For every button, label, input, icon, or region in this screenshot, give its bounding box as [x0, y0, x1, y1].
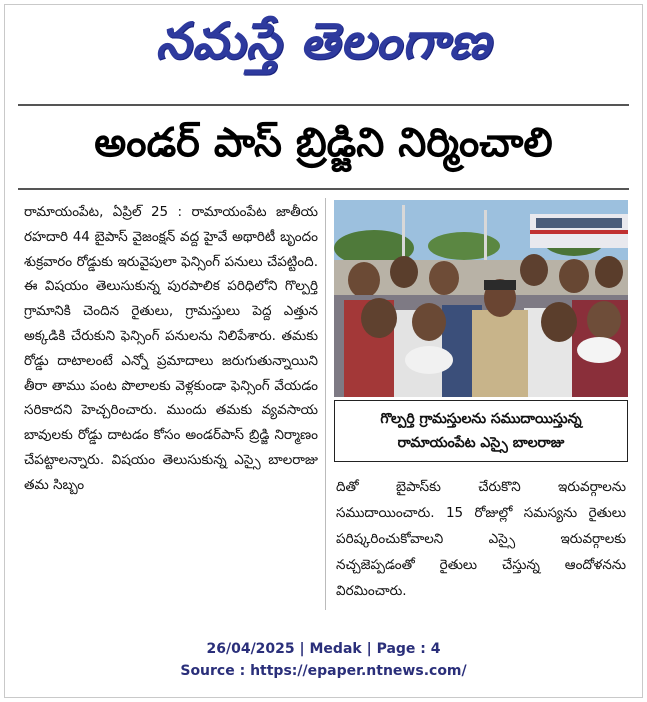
footer	[0, 638, 647, 682]
column-divider	[325, 198, 326, 610]
caption-line-2: రామాయంపేట ఎస్సై బాలరాజు	[397, 435, 565, 451]
caption-line-1: గొల్పర్తి గ్రామస్తులను సముదాయిస్తున్న	[380, 411, 582, 427]
article-headline: అండర్ పాస్ బ్రిడ్జిని నిర్మించాలి	[94, 120, 553, 166]
footer-meta: 26/04/2025 | Medak | Page : 4	[206, 641, 441, 657]
footer-source: Source : https://epaper.ntnews.com/	[180, 663, 467, 679]
headline-divider	[18, 188, 629, 190]
photo-caption	[334, 400, 628, 462]
news-photo	[334, 200, 628, 397]
top-divider	[18, 104, 629, 106]
article-body-left: రామాయంపేట, ఏప్రిల్ 25 : రామాయంపేట జాతీయ రహదారి 44 బైపాస్ వైజంక్షన్ వద్ద హైవే అథారిటీ బృందం శుక్రవారం రోడ్డుకు ఇరువైపులా ఫెన్సింగ్ పనులు చేపట్టింది. ఈ విషయం తెలుసుకున్న పురపాలిక పరిధిలోని గొల్పర్తి గ్రామానికి చెందిన రైతులు, గ్రామస్తులు పెద్ద ఎత్తున అక్కడికి చేరుకుని ఫెన్సింగ్ పనులను నిలిపేశారు. తమకు రోడ్డు దాటాలంటే ఎన్నో ప్రమాదాలు జరుగుతున్నాయిని తీరా తాము పంట పొలాలకు వెళ్లకుండా ఫెన్సింగ్ వేయడం సరికాదని హెచ్చరించారు. ముందు తమకు వ్యవసాయ బావులకు రోడ్డు దాటడం కోసం అండర్‌పాస్ బ్రిడ్జి నిర్మాణం చేపట్టాలన్నారు. విషయం తెలుసుకున్న ఎస్సై బాలరాజు తమ సిబ్బం	[24, 204, 318, 493]
crowd-photo-icon	[334, 200, 628, 397]
article-body-right: దితో బైపాస్‌కు చేరుకొని ఇరువర్గాలను సముదాయించారు. 15 రోజుల్లో సమస్యను రైతులు పరిష్కరించుకోవాలని ఎస్సై ఇరువర్గాలకు నచ్చజెప్పడంతో రైతులు చేస్తున్న ఆందోళనను విరమించారు.	[336, 479, 626, 599]
newspaper-masthead: నమస్తే తెలంగాణ	[155, 12, 492, 70]
